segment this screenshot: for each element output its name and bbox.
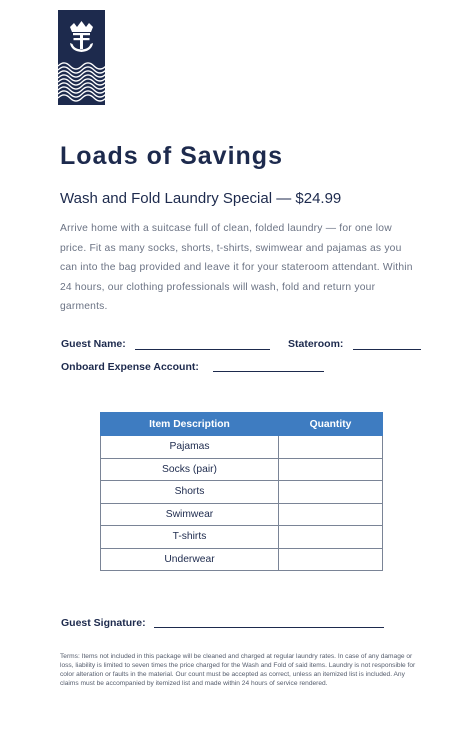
stateroom-label: Stateroom: xyxy=(288,338,344,350)
item-cell: Underwear xyxy=(101,548,279,571)
item-cell: Shorts xyxy=(101,481,279,504)
table-row xyxy=(101,481,383,504)
table-row xyxy=(101,526,383,549)
offer-description: Arrive home with a suitcase full of clean, folded laundry — for one low price. Fit as many socks, shorts, t-shirts, swimwear and pajamas as you can into the bag provided and leave it for your stateroom attendant. Within 24 hours, our clothing professionals will wash, fold and return your garments. xyxy=(60,223,413,312)
table-row xyxy=(101,503,383,526)
item-cell: T-shirts xyxy=(101,526,279,549)
table-header-row xyxy=(101,413,383,436)
stateroom-field[interactable] xyxy=(353,349,421,350)
item-description-header: Item Description xyxy=(101,413,279,436)
table-row xyxy=(101,458,383,481)
guest-signature-field[interactable] xyxy=(154,627,384,628)
quantity-cell[interactable] xyxy=(279,458,383,481)
anchor-crown-logo xyxy=(58,10,105,105)
quantity-cell[interactable] xyxy=(279,548,383,571)
item-cell: Swimwear xyxy=(101,503,279,526)
offer-subtitle: Wash and Fold Laundry Special — $24.99 xyxy=(60,190,342,207)
laundry-items-table xyxy=(100,412,383,571)
table-row xyxy=(101,436,383,459)
table-row xyxy=(101,548,383,571)
page-title: Loads of Savings xyxy=(60,142,283,170)
guest-signature-label: Guest Signature: xyxy=(61,617,146,629)
item-cell: Pajamas xyxy=(101,436,279,459)
item-cell: Socks (pair) xyxy=(101,458,279,481)
guest-name-field[interactable] xyxy=(135,349,270,350)
quantity-header: Quantity xyxy=(279,413,383,436)
quantity-cell[interactable] xyxy=(279,481,383,504)
quantity-cell[interactable] xyxy=(279,526,383,549)
quantity-cell[interactable] xyxy=(279,503,383,526)
expense-account-label: Onboard Expense Account: xyxy=(61,361,199,373)
quantity-cell[interactable] xyxy=(279,436,383,459)
expense-account-field[interactable] xyxy=(213,371,324,372)
guest-name-label: Guest Name: xyxy=(61,338,126,350)
terms-text: Terms: Items not included in this package will be cleaned and charged at regular laundry rates. In case of any damage or loss, liability is limited to seven times the price charged for the Wash and Fold of said items. Laundry is not responsible for color alteration or faults in the material. Our count must be accepted as correct, unless an itemized list is included. Any claims must be accompanied by itemized list and made within 24 hours of service rendered. xyxy=(60,653,416,687)
